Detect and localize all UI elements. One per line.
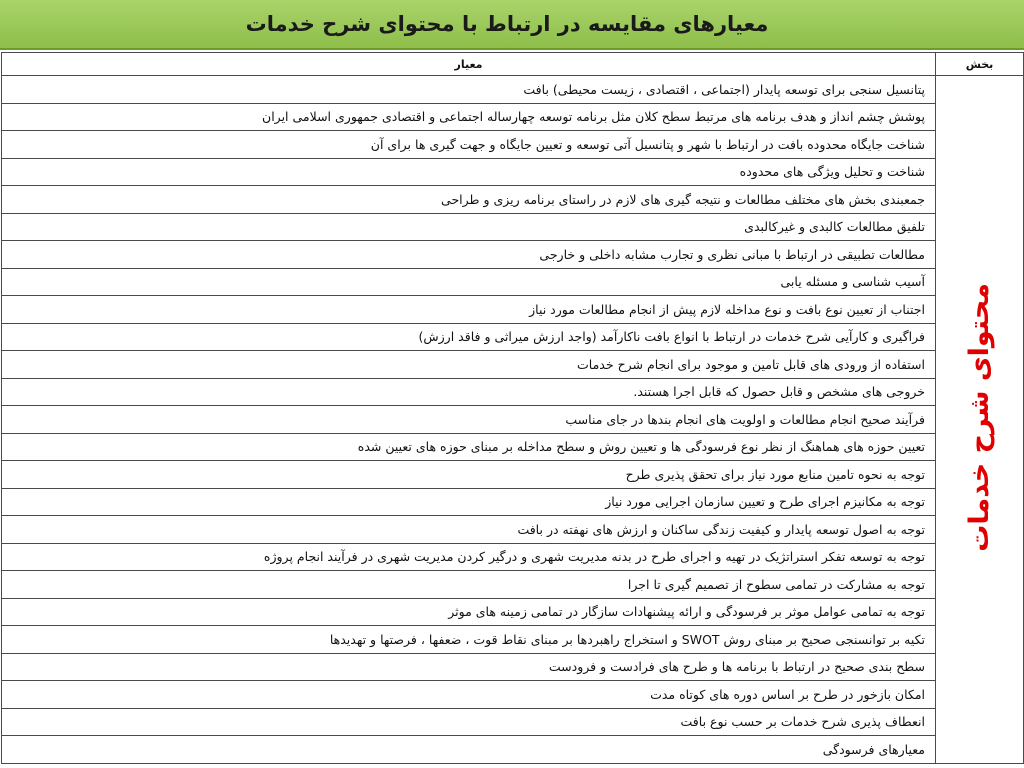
table-row xyxy=(2,131,1024,159)
section-label: محتوای شرح خدمات xyxy=(964,282,995,552)
table-row xyxy=(2,433,1024,461)
table-row xyxy=(2,543,1024,571)
criterion-cell: پتانسیل سنجی برای توسعه پایدار (اجتماعی ، اقتصادی ، زیست محیطی) بافت xyxy=(2,76,936,104)
criterion-cell: تلفیق مطالعات کالبدی و غیرکالبدی xyxy=(2,213,936,241)
table-row xyxy=(2,158,1024,186)
title-bar xyxy=(0,0,1024,50)
table-row xyxy=(2,461,1024,489)
criterion-cell: امکان بازخور در طرح بر اساس دوره های کوتاه مدت xyxy=(2,681,936,709)
table-row xyxy=(2,241,1024,269)
criterion-cell: پوشش چشم انداز و هدف برنامه های مرتبط سطح کلان مثل برنامه توسعه چهارساله اجتماعی و اقتصادی جمهوری اسلامی ایران xyxy=(2,103,936,131)
header-section: بخش xyxy=(936,53,1024,76)
criterion-cell: اجتناب از تعیین نوع بافت و نوع مداخله لازم پیش از انجام مطالعات مورد نیاز xyxy=(2,296,936,324)
criterion-cell: انعطاف پذیری شرح خدمات بر حسب نوع بافت xyxy=(2,708,936,736)
criterion-cell: شناخت و تحلیل ویژگی های محدوده xyxy=(2,158,936,186)
criterion-cell: توجه به توسعه تفکر استراتژیک در تهیه و اجرای طرح در بدنه مدیریت شهری و درگیر کردن مدیریت شهری در فرآیند انجام پروژه xyxy=(2,543,936,571)
criterion-cell: فراگیری و کارآیی شرح خدمات در ارتباط با انواع بافت ناکارآمد (واجد ارزش میراثی و فاقد ارزش) xyxy=(2,323,936,351)
table-header-row xyxy=(2,53,1024,76)
table-row xyxy=(2,323,1024,351)
table-row xyxy=(2,516,1024,544)
table-row xyxy=(2,296,1024,324)
table-row xyxy=(2,351,1024,379)
criterion-cell: سطح بندی صحیح در ارتباط با برنامه ها و طرح های فرادست و فرودست xyxy=(2,653,936,681)
table-row xyxy=(2,653,1024,681)
table-row xyxy=(2,378,1024,406)
table-row xyxy=(2,213,1024,241)
table-row xyxy=(2,571,1024,599)
criterion-cell: مطالعات تطبیقی در ارتباط با مبانی نظری و تجارب مشابه داخلی و خارجی xyxy=(2,241,936,269)
table-row xyxy=(2,186,1024,214)
criterion-cell: فرآیند صحیح انجام مطالعات و اولویت های انجام بندها در جای مناسب xyxy=(2,406,936,434)
criterion-cell: معیارهای فرسودگی xyxy=(2,736,936,764)
criterion-cell: تعیین حوزه های هماهنگ از نظر نوع فرسودگی ها و تعیین روش و سطح مداخله بر مبنای حوزه های تعیین شده xyxy=(2,433,936,461)
table-row xyxy=(2,488,1024,516)
table-row xyxy=(2,626,1024,654)
header-criterion: معیار xyxy=(2,53,936,76)
table-row xyxy=(2,681,1024,709)
criterion-cell: تکیه بر توانسنجی صحیح بر مبنای روش SWOT و استخراج راهبردها بر مبنای نقاط قوت ، ضعفها ، فرصتها و تهدیدها xyxy=(2,626,936,654)
table-row xyxy=(2,598,1024,626)
page-title: معیارهای مقایسه در ارتباط با محتوای شرح خدمات xyxy=(245,12,769,36)
criterion-cell: جمعبندی بخش های مختلف مطالعات و نتیجه گیری های لازم در راستای برنامه ریزی و طراحی xyxy=(2,186,936,214)
criterion-cell: توجه به تمامی عوامل موثر بر فرسودگی و ارائه پیشنهادات سازگار در تمامی زمینه های موثر xyxy=(2,598,936,626)
table-row xyxy=(2,708,1024,736)
table-row xyxy=(2,736,1024,764)
criterion-cell: توجه به نحوه تامین منابع مورد نیاز برای تحقق پذیری طرح xyxy=(2,461,936,489)
table-row xyxy=(2,406,1024,434)
section-cell xyxy=(936,76,1024,764)
criterion-cell: توجه به اصول توسعه پایدار و کیفیت زندگی ساکنان و ارزش های نهفته در بافت xyxy=(2,516,936,544)
criterion-cell: شناخت جایگاه محدوده بافت در ارتباط با شهر و پتانسیل آتی توسعه و تعیین جایگاه و جهت گیری ها برای آن xyxy=(2,131,936,159)
criterion-cell: آسیب شناسی و مسئله یابی xyxy=(2,268,936,296)
table-row xyxy=(2,103,1024,131)
criterion-cell: استفاده از ورودی های قابل تامین و موجود برای انجام شرح خدمات xyxy=(2,351,936,379)
table-row xyxy=(2,268,1024,296)
table-row xyxy=(2,76,1024,104)
criterion-cell: توجه به مکانیزم اجرای طرح و تعیین سازمان اجرایی مورد نیاز xyxy=(2,488,936,516)
criteria-table xyxy=(1,52,1024,764)
criterion-cell: توجه به مشارکت در تمامی سطوح از تصمیم گیری تا اجرا xyxy=(2,571,936,599)
criterion-cell: خروجی های مشخص و قابل حصول که قابل اجرا هستند. xyxy=(2,378,936,406)
